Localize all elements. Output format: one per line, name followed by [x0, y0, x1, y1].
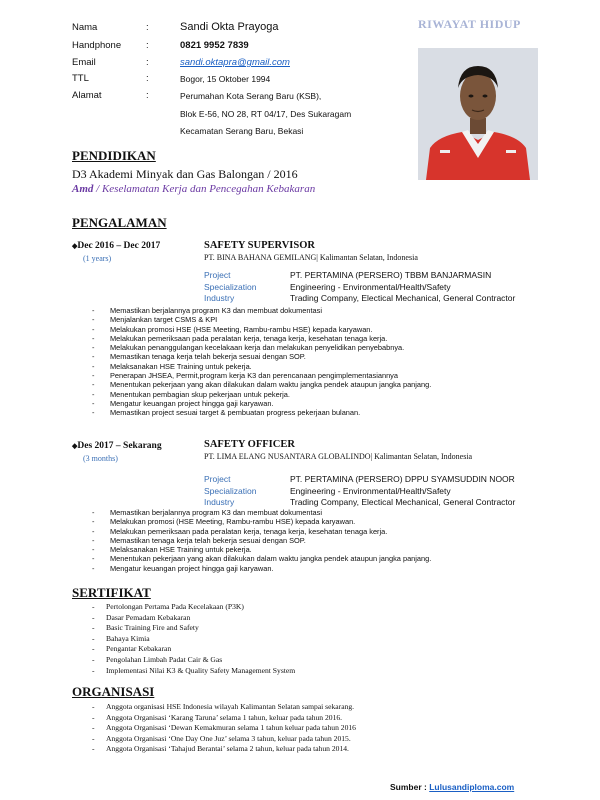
job-duration: (3 months) — [83, 454, 118, 463]
certificate-item: - Bahaya Kimia — [92, 634, 295, 645]
address-line: Kecamatan Serang Baru, Bekasi — [180, 126, 304, 136]
personal-label: Alamat — [72, 90, 102, 101]
certificate-item: - Pertolongan Pertama Pada Kecelakaan (P3K) — [92, 602, 295, 613]
certificate-item: - Pengolahan Limbah Padat Cair & Gas — [92, 655, 295, 666]
duty-item: - Mengatur keuangan project hingga gaji karyawan. — [92, 399, 431, 408]
specialization-value: Engineering - Environmental/Health/Safety — [290, 282, 451, 292]
industry-value: Trading Company, Electical Mechanical, General Contractor — [290, 293, 516, 303]
project-value: PT. PERTAMINA (PERSERO) DPPU SYAMSUDDIN NOOR — [290, 474, 515, 484]
personal-label: TTL — [72, 73, 89, 84]
certificate-item: - Implementasi Nilai K3 & Quality Safety Management System — [92, 666, 295, 677]
job-period-text: Des 2017 – Sekarang — [77, 441, 162, 451]
certificates-heading: SERTIFIKAT — [72, 585, 151, 600]
duty-item: - Menentukan pekerjaan yang akan dilakukan dalam waktu jangka pendek ataupun jangka panjang. — [92, 554, 431, 563]
source-label: Sumber : — [390, 782, 430, 792]
address-line: Blok E-56, NO 28, RT 04/17, Des Sukaragam — [180, 109, 352, 119]
specialization-label: Specialization — [204, 282, 257, 292]
organization-item: - Anggota Organisasi ‘Karang Taruna’ selama 1 tahun, keluar pada tahun 2016. — [92, 713, 356, 724]
colon: : — [146, 22, 149, 33]
duty-item: - Memastikan tenaga kerja telah bekerja sesuai dengan SOP. — [92, 536, 431, 545]
duty-item: - Melakukan promosi (HSE Meeting, Rambu-rambu HSE) kepada karyawan. — [92, 517, 431, 526]
person-portrait-icon — [418, 48, 538, 180]
project-label: Project — [204, 270, 231, 280]
source-link[interactable]: Lulusandiploma.com — [429, 782, 515, 792]
certificates-list — [92, 602, 295, 676]
job-company: PT. BINA BAHANA GEMILANG| Kalimantan Selatan, Indonesia — [204, 253, 418, 262]
specialization-value: Engineering - Environmental/Health/Safety — [290, 486, 451, 496]
duty-item: - Memastikan project sesuai target & pembuatan progress pekerjaan bulanan. — [92, 408, 431, 417]
job-period — [72, 441, 162, 451]
education-degree — [72, 183, 315, 195]
education-heading: PENDIDIKAN — [72, 148, 156, 163]
duty-item: - Melakukan promosi HSE (HSE Meeting, Rambu-rambu HSE) kepada karyawan. — [92, 325, 431, 334]
organization-item: - Anggota organisasi HSE Indonesia wilayah Kalimantan Selatan sampai sekarang. — [92, 702, 356, 713]
duty-item: - Menentukan pekerjaan yang akan dilakukan dalam waktu jangka pendek ataupun jangka panjang. — [92, 380, 431, 389]
duty-item: - Menentukan pembagian skup pekerjaan untuk pekerja. — [92, 390, 431, 399]
education-school: D3 Akademi Minyak dan Gas Balongan / 2016 — [72, 167, 298, 181]
colon: : — [146, 90, 149, 101]
degree-field: / Keselamatan Kerja dan Pencegahan Kebakaran — [93, 183, 316, 195]
organizations-heading: ORGANISASI — [72, 684, 155, 699]
email-link[interactable]: sandi.oktapra@gmail.com — [180, 57, 290, 68]
experience-heading: PENGALAMAN — [72, 215, 167, 230]
organization-item: - Anggota Organisasi ‘Dewan Kemakmuran selama 1 tahun keluar pada tahun 2016 — [92, 723, 356, 734]
duty-item: - Memastikan tenaga kerja telah bekerja sesuai dengan SOP. — [92, 352, 431, 361]
project-value: PT. PERTAMINA (PERSERO) TBBM BANJARMASIN — [290, 270, 492, 280]
profile-photo — [418, 48, 538, 180]
organization-item: - Anggota Organisasi ‘One Day One Juz’ selama 3 tahun, keluar pada tahun 2015. — [92, 734, 356, 745]
organizations-list — [92, 702, 356, 755]
duty-item: - Melaksanakan HSE Training untuk pekerja. — [92, 545, 431, 554]
duty-item: - Memastikan berjalannya program K3 dan membuat dokumentasi — [92, 508, 431, 517]
black-diamond-icon: ◆ — [72, 242, 78, 250]
duty-item: - Mengatur keuangan project hingga gaji karyawan. — [92, 564, 431, 573]
birth-place-date: Bogor, 15 Oktober 1994 — [180, 74, 271, 84]
project-label: Project — [204, 474, 231, 484]
duty-item: - Melaksanakan HSE Training untuk pekerja. — [92, 362, 431, 371]
personal-label: Handphone — [72, 40, 122, 51]
colon: : — [146, 40, 149, 51]
colon: : — [146, 73, 149, 84]
full-name: Sandi Okta Prayoga — [180, 21, 279, 33]
job-duration: (1 years) — [83, 254, 112, 263]
organization-item: - Anggota Organisasi ‘Tahajud Berantai’ selama 2 tahun, keluar pada tahun 2014. — [92, 744, 356, 755]
phone-number: 0821 9952 7839 — [180, 40, 249, 51]
duty-item: - Melakukan penanggulangan kecelakaan kerja dan melakukan penyelidikan penyebabnya. — [92, 343, 431, 352]
job-company: PT. LIMA ELANG NUSANTARA GLOBALINDO| Kalimantan Selatan, Indonesia — [204, 452, 473, 461]
industry-label: Industry — [204, 497, 235, 507]
job-title: SAFETY SUPERVISOR — [204, 240, 315, 251]
duties-list — [92, 306, 431, 418]
address-line: Perumahan Kota Serang Baru (KSB), — [180, 91, 322, 101]
duty-item: - Penerapan JHSEA, Permit,program kerja K3 dan perencanaan pengimplementasiannya — [92, 371, 431, 380]
job-period-text: Dec 2016 – Dec 2017 — [77, 241, 161, 251]
personal-label: Email — [72, 57, 96, 68]
personal-label: Nama — [72, 22, 98, 33]
specialization-label: Specialization — [204, 486, 257, 496]
certificate-item: - Dasar Pemadam Kebakaran — [92, 613, 295, 624]
certificate-item: - Pengantar Kebakaran — [92, 644, 295, 655]
duty-item: - Melakukan pemeriksaan pada peralatan kerja, tenaga kerja, kesehatan tenaga kerja. — [92, 334, 431, 343]
colon: : — [146, 57, 149, 68]
industry-label: Industry — [204, 293, 235, 303]
job-period — [72, 241, 160, 251]
duty-item: - Memastikan berjalannya program K3 dan membuat dokumentasi — [92, 306, 431, 315]
document-title: RIWAYAT HIDUP — [418, 17, 521, 31]
duties-list — [92, 508, 431, 573]
industry-value: Trading Company, Electical Mechanical, General Contractor — [290, 497, 516, 507]
black-diamond-icon: ◆ — [72, 442, 78, 450]
duty-item: - Melakukan pemeriksaan pada peralatan kerja, tenaga kerja, kesehatan tenaga kerja. — [92, 527, 431, 536]
degree-abbreviation: Amd — [72, 183, 94, 195]
source-credit — [390, 782, 514, 792]
certificate-item: - Basic Training Fire and Safety — [92, 623, 295, 634]
job-title: SAFETY OFFICER — [204, 439, 295, 450]
duty-item: - Menjalankan target CSMS & KPI — [92, 315, 431, 324]
